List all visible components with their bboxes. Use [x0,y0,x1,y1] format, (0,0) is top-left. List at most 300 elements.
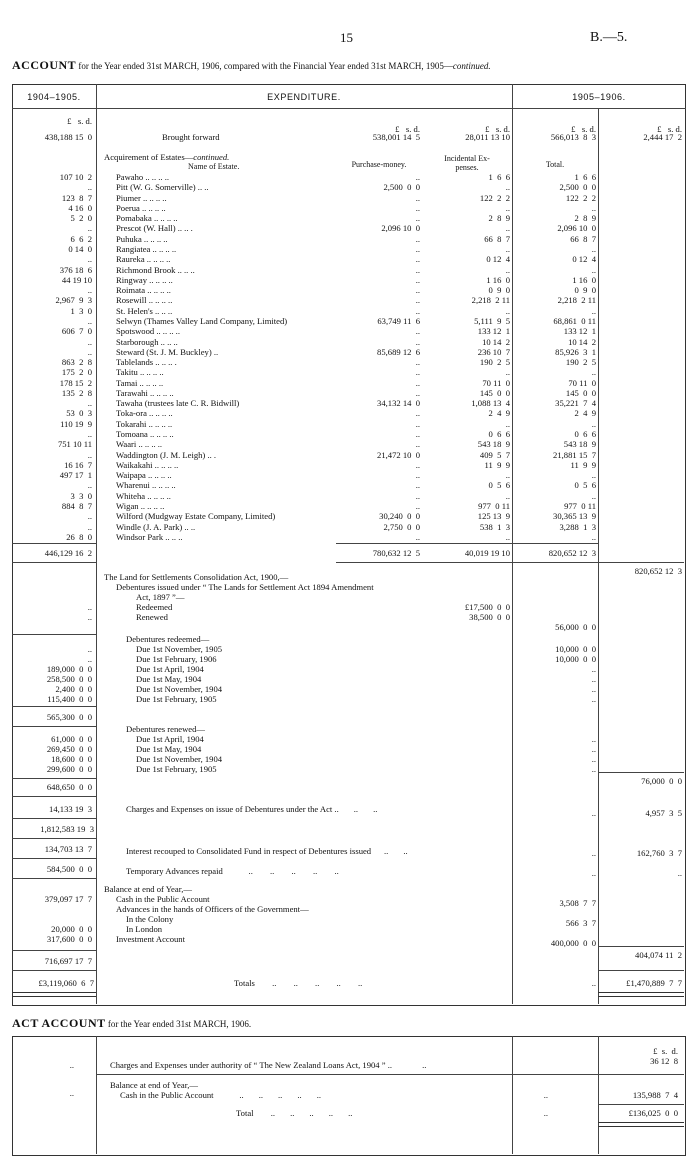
act-account-bold: ACT ACCOUNT [12,1016,106,1030]
estate-inc: 70 11 0 [482,377,510,388]
subtotal-inc: 40,019 19 10 [464,548,510,558]
renewed-rule-top [12,778,96,779]
estate-tot: .. [591,490,596,501]
estate-tot: 1 16 0 [572,274,596,285]
estate-inc: .. [505,264,510,275]
estate-name: Selwyn (Thames Valley Land Company, Limited) [116,315,288,326]
estate-prev: .. [87,182,92,193]
estate-inc: 122 2 2 [479,192,510,203]
estate-name: Windsor Park .. .. .. [116,531,183,542]
estate-pm: .. [415,172,420,182]
estate-name: Waari .. .. .. .. [116,439,163,450]
balance-total-prev: 716,697 17 7 [44,956,92,966]
bf-pm: 538,001 14 5 [372,132,420,142]
redeemed-amt: £17,500 0 0 [464,602,510,612]
subtotal-far-rule [598,562,684,563]
balance-london-label: In London [126,924,163,934]
act-charges-label-text: Charges and Expenses under authority of “ The New Zealand Loans Act, 1904 ” [110,1060,386,1070]
estate-tot: 0 5 6 [574,480,596,491]
subtotal-far: 820,652 12 3 [634,566,682,576]
charges-far: 4,957 3 5 [645,808,682,818]
act-cash-amt: 135,988 7 4 [632,1090,678,1100]
bf-inc: 28,011 13 10 [465,132,510,142]
acq-title-text: Acquirement of Estates— [104,152,194,162]
totals-double-rule-prev [12,992,96,997]
estate-pm: .. [415,264,420,275]
estate-pm: .. [415,501,420,511]
page-code: B.—5. [590,30,628,45]
renewed-far-rule [598,772,684,773]
estate-inc: .. [505,367,510,378]
bf-prev: 438,188 15 0 [44,132,92,142]
estate-name: Pitt (W. G. Somerville) .. .. [116,182,209,193]
estate-prev: 26 8 0 [66,531,92,542]
act-total-label-text: Total [236,1108,254,1118]
estate-pm: .. [415,367,420,378]
estate-name: Spotswood .. .. .. .. [116,326,180,337]
act-col-divider-prev [96,1036,97,1154]
estate-pm: 21,472 10 0 [377,449,420,460]
estate-tot: 145 0 0 [565,387,596,398]
estate-tot: 68,861 0 11 [553,315,596,326]
page-number: 15 [340,30,353,45]
estate-pm: .. [415,213,420,224]
estate-name: Richmond Brook .. .. .. [116,264,195,275]
estate-name: Tablelands .. .. .. . [116,357,177,367]
estate-name: Roimata .. .. .. .. [116,285,171,296]
estate-pm: .. [415,418,420,429]
interest-label: Interest recouped to Consolidated Fund in respect of Debentures issued .. .. [126,846,408,856]
running-total-prev: 1,812,583 19 3 [40,824,94,834]
estate-pm: .. [415,192,420,203]
estate-inc: 145 0 0 [479,387,510,398]
deb-row-prev: 61,000 0 0 [51,734,92,744]
estate-tot: 2 8 9 [574,213,596,224]
interest-label-text: Interest recouped to Consolidated Fund in respect of Debentures issued [126,846,372,856]
estate-tot: 85,926 3 1 [555,346,596,357]
balance-cash-label: Cash in the Public Account [116,894,210,904]
act-charges-label: Charges and Expenses under authority of “ The New Zealand Loans Act, 1904 ” .. .. [110,1060,427,1070]
balance-rule-prev-bottom [12,970,96,971]
estate-inc: 409 5 7 [479,449,510,460]
estate-pm: .. [415,326,420,337]
balance-colony-label: In the Colony [126,914,174,924]
estate-prev: 3 3 0 [70,490,92,501]
acq-inc-hdr1: Incidental Ex- [444,154,490,163]
estate-tot: 0 9 0 [574,285,596,296]
advances-far: .. [677,868,682,878]
header-divider [12,108,686,109]
charges-label-text: Charges and Expenses on issue of Debentures under the Act [126,804,333,814]
act-account-table [12,1036,686,1156]
estate-prev: 497 17 1 [59,470,92,481]
account-title-bold: ACCOUNT [12,58,77,72]
subtotal-tot: 820,652 12 3 [548,548,596,558]
issued-total: 56,000 0 0 [555,622,596,632]
estate-prev: 123 8 7 [61,192,92,203]
unit-inc: £ s. d. [485,124,510,134]
act-charges-prev: .. [69,1060,74,1070]
act-cash-label: Cash in the Public Account .. .. .. .. .. [120,1090,321,1100]
estate-name: Starborough .. .. .. [116,336,178,347]
estate-inc: .. [505,305,510,316]
estate-tot: 70 11 0 [568,377,596,388]
running-rule [12,838,96,839]
estate-tot: 11 9 9 [570,459,596,470]
estate-inc: .. [505,531,510,542]
redeemed-total-prev: 565,300 0 0 [46,712,92,722]
header-prev: 1904–1905. [27,92,81,102]
totals-label: Totals .. .. .. .. .. [234,978,363,988]
acq-pm-hdr: Purchase-money. [351,160,407,169]
acq-tot-hdr: Total. [545,160,565,169]
deb-issued-2: Act, 1897 ”— [136,592,185,602]
estate-pm: .. [415,357,420,367]
act-col-divider-far [598,1036,599,1154]
estate-pm: 85,689 12 6 [377,346,420,357]
estate-inc: 0 5 6 [488,480,510,491]
act-account-title [12,1016,251,1031]
estate-pm: 2,750 0 0 [383,521,420,532]
bf-label: Brought forward [162,132,220,142]
charges-tot: .. [591,808,596,818]
act-cash-prev: .. [69,1088,74,1098]
unit-prev: £ s. d. [67,116,92,126]
act-account-text: for the Year ended 31st MARCH, 1906. [107,1019,252,1029]
estate-pm: 63,749 11 6 [377,315,420,326]
account-title-text: for the Year ended 31st MARCH, 1906, compared with the Financial Year ended 31st MARCH, 1905— [78,61,453,71]
subtotal-rule-bottom-prev [12,562,96,563]
estate-tot: 133 12 1 [563,326,596,337]
interest-prev: 134,703 13 7 [44,844,92,854]
estate-pm: .. [415,531,420,542]
estate-prev: 107 10 2 [59,172,92,182]
estate-prev: .. [87,223,92,234]
charges-label: Charges and Expenses on issue of Debentures under the Act .. .. .. [126,804,378,814]
estate-pm: .. [415,490,420,501]
estate-tot: .. [591,531,596,542]
charges-rule [12,818,96,819]
deb-row-tot: .. [591,674,596,684]
deb-row-prev: 18,600 0 0 [51,754,92,764]
estate-pm: .. [415,429,420,439]
estate-tot: .. [591,264,596,275]
estate-name: Wharenui .. .. .. .. [116,480,176,491]
estate-prev: .. [87,480,92,491]
deb-row-label: Due 1st November, 1904 [136,754,223,764]
deb-row-tot: .. [591,754,596,764]
estate-prev: .. [87,336,92,347]
deb-row-tot: 10,000 0 0 [555,654,596,664]
estate-tot: .. [591,202,596,213]
estate-prev: 606 7 0 [61,326,92,337]
act-total-double-rule [598,1122,684,1127]
deb-row-tot: .. [591,764,596,774]
estate-pm: .. [415,202,420,213]
estate-inc: 11 9 9 [484,459,510,470]
account-title-suffix: continued. [452,61,491,71]
advances-tot: .. [591,868,596,878]
issued-prev-1: .. [87,602,92,612]
estate-prev: 863 2 8 [61,357,92,367]
estate-prev: 175 2 0 [61,367,92,378]
estate-name: Tamai .. .. .. .. [116,377,164,388]
estate-pm: .. [415,254,420,265]
estate-tot: 2,096 10 0 [557,223,596,234]
estate-pm: .. [415,285,420,296]
estate-tot: 3,288 1 3 [559,521,596,532]
estate-prev: 110 19 9 [60,418,92,429]
act-divider-2 [598,1104,684,1105]
deb-row-tot: .. [591,694,596,704]
estate-tot: 543 18 9 [563,439,596,450]
estate-pm: .. [415,295,420,306]
totals-far: £1,470,889 7 7 [626,978,682,988]
interest-far: 162,760 3 7 [636,848,682,858]
balance-title: Balance at end of Year,— [104,884,192,894]
acq-inc-hdr2: penses. [455,163,479,172]
estate-inc: 66 8 7 [484,233,510,244]
estate-name: Wigan .. .. .. .. [116,501,165,511]
deb-issued-1: Debentures issued under “ The Lands for Settlement Act 1894 Amendment [116,582,374,592]
renewed-label: Renewed [136,612,168,622]
estate-name: Puhuka .. .. .. .. [116,233,168,244]
estate-prev: .. [87,315,92,326]
deb-row-tot: .. [591,664,596,674]
deb-row-prev: .. [87,654,92,664]
estate-pm: .. [415,387,420,398]
estate-pm: .. [415,377,420,388]
balance-rule-far [598,946,684,947]
col-divider-prev [96,84,97,1004]
balance-adv-label: Advances in the hands of Officers of the Government— [116,904,309,914]
bf-far: 2,444 17 2 [643,132,682,142]
estate-prev: 44 19 10 [61,274,92,285]
balance-inv-prev: 317,600 0 0 [46,934,92,944]
estate-pm: 2,096 10 0 [381,223,420,234]
estate-inc: 2,218 2 11 [471,295,510,306]
estate-name: Pawaho .. .. .. .. [116,172,169,182]
consolidation-title: The Land for Settlements Consolidation Act, 1900,— [104,572,289,582]
estate-name: Windle (J. A. Park) .. .. [116,521,196,532]
act-cash-label-text: Cash in the Public Account [120,1090,214,1100]
deb-row-prev: 2,400 0 0 [55,684,92,694]
totals-double-rule-far [598,992,684,997]
estate-prev: .. [87,521,92,532]
deb-row-prev: .. [87,644,92,654]
estate-inc: 10 14 2 [482,336,510,347]
totals-prev: £3,119,060 6 7 [38,978,94,988]
balance-rule-prev [12,950,96,951]
estate-prev: .. [87,449,92,460]
estate-prev: 376 18 6 [59,264,92,275]
advances-label: Temporary Advances repaid .. .. .. .. .. [126,866,339,876]
issued-prev-2: .. [87,612,92,622]
estate-name: Pomabaka .. .. .. .. [116,213,178,224]
estate-name: Wilford (Mudgway Estate Company, Limited) [116,511,276,522]
estate-name: Steward (St. J. M. Buckley) .. [116,346,219,357]
renewed-amt: 38,500 0 0 [469,612,510,622]
act-balance-title: Balance at end of Year,— [110,1080,198,1090]
estate-inc: 5,111 9 5 [474,315,510,326]
estate-pm: .. [415,408,420,419]
estate-tot: 30,365 13 9 [553,511,596,522]
renewed-rule-bottom [12,796,96,797]
bf-tot: 566,013 8 3 [550,132,596,142]
deb-row-label: Due 1st November, 1904 [136,684,223,694]
advances-rule [12,878,96,879]
estate-prev: 1 3 0 [70,305,92,316]
estate-name: Whiteha .. .. .. .. [116,490,171,501]
estate-pm: .. [415,459,420,470]
estate-name: Prescot (W. Hall) .. .. . [116,223,193,234]
subtotal-rule-mid [336,543,598,544]
estate-prev: .. [87,398,92,409]
estate-inc: .. [505,244,510,254]
advances-label-text: Temporary Advances repaid [126,866,223,876]
estate-prev: 0 14 0 [68,244,92,254]
estate-pm: .. [415,470,420,481]
estate-inc: 538 1 3 [479,521,510,532]
estate-name: Raureka .. .. .. .. [116,254,171,265]
estate-prev: .. [87,285,92,296]
estate-inc: .. [505,490,510,501]
interest-tot: .. [591,848,596,858]
estate-prev: 4 16 0 [68,202,92,213]
estate-inc: 977 0 11 [478,501,510,511]
estate-inc: 133 12 1 [477,326,510,337]
acq-title-cont: continued. [193,152,230,162]
act-total-curr: .. [543,1108,548,1118]
estate-inc: 236 10 7 [477,346,510,357]
estate-tot: 2,500 0 0 [559,182,596,193]
deb-row-prev: 269,450 0 0 [46,744,92,754]
account-title [12,58,491,73]
deb-row-label: Due 1st May, 1904 [136,674,202,684]
estate-pm: .. [415,305,420,316]
estate-inc: 0 12 4 [486,254,510,265]
totals-label-text: Totals [234,978,255,988]
estate-prev: .. [87,254,92,265]
deb-row-prev: 189,000 0 0 [46,664,92,674]
subtotal-pm: 780,632 12 5 [372,548,420,558]
issued-rule-prev [12,634,96,635]
act-total-amt: £136,025 0 0 [628,1108,678,1118]
estate-pm: 30,240 0 0 [379,511,420,522]
deb-row-prev: 258,500 0 0 [46,674,92,684]
balance-inv-label: Investment Account [116,934,185,944]
redeemed-rule-bottom [12,726,96,727]
redeemed-rule-top [12,706,96,707]
act-divider-1 [96,1074,684,1075]
redeemed-label: Redeemed [136,602,173,612]
estate-inc: .. [505,223,510,234]
act-cash-curr: .. [543,1090,548,1100]
act-total-label: Total .. .. .. .. .. [236,1108,353,1118]
estate-inc: 2 4 9 [488,408,510,419]
estate-tot: 21,881 15 7 [553,449,596,460]
estate-name: Takitu .. .. .. .. [116,367,164,378]
balance-colony-tot: 566 3 7 [565,918,596,928]
deb-row-label: Due 1st November, 1905 [136,644,223,654]
estate-inc: 1 16 0 [486,274,510,285]
subtotal-rule-prev [12,543,96,544]
estate-pm: 2,500 0 0 [383,182,420,193]
estate-inc: .. [505,202,510,213]
estate-tot: .. [591,244,596,254]
unit-pm: £ s. d. [395,124,420,134]
deb-row-prev: 115,400 0 0 [47,694,92,704]
balance-cash-prev: 379,097 17 7 [44,894,92,904]
estate-inc: .. [505,470,510,481]
estate-name: Waikakahi .. .. .. .. [116,459,179,470]
estate-tot: 122 2 2 [565,192,596,203]
deb-row-label: Due 1st February, 1905 [136,764,217,774]
estate-tot: .. [591,367,596,378]
col-divider-far [598,108,599,1004]
estate-prev: 135 2 8 [61,387,92,398]
estate-pm: .. [415,336,420,347]
subtotal-prev: 446,129 16 2 [44,548,92,558]
unit-tot: £ s. d. [571,124,596,134]
deb-row-prev: 299,600 0 0 [46,764,92,774]
deb-redeemed-title: Debentures redeemed— [126,634,210,644]
estate-prev: .. [87,346,92,357]
renewed-total-prev: 648,650 0 0 [46,782,92,792]
estate-name: Waddington (J. M. Leigh) .. . [116,449,217,460]
estate-tot: .. [591,418,596,429]
estate-name: St. Helen's .. .. .. [116,305,173,316]
estate-pm: .. [415,244,420,254]
estate-prev: 2,967 9 3 [55,295,92,306]
estate-prev: .. [87,429,92,439]
deb-row-tot: .. [591,684,596,694]
estate-prev: 884 8 7 [61,501,92,511]
estate-name: Ringway .. .. .. .. [116,274,173,285]
deb-row-label: Due 1st February, 1906 [136,654,217,664]
estate-inc: 0 9 0 [488,285,510,296]
estate-tot: 977 0 11 [564,501,596,511]
estate-tot: 2 4 9 [574,408,596,419]
estate-inc: 1,088 13 4 [471,398,510,409]
estate-name: Piumer .. .. .. .. [116,192,167,203]
header-main: EXPENDITURE. [267,92,341,102]
advances-prev: 584,500 0 0 [46,864,92,874]
deb-row-tot: .. [591,744,596,754]
estate-prev: 16 16 7 [64,459,92,470]
act-unit: £ s. d. [653,1046,678,1056]
estate-name: Rosewill .. .. .. .. [116,295,173,306]
balance-total-far: 404,074 11 2 [635,950,682,960]
deb-row-tot: 10,000 0 0 [555,644,596,654]
subtotal-rule-bottom-mid [336,562,598,563]
estate-pm: .. [415,274,420,285]
estate-tot: 190 2 5 [565,357,596,367]
charges-prev: 14,133 19 3 [49,804,92,814]
estate-prev: 751 10 11 [57,439,92,450]
renewed-total-far: 76,000 0 0 [641,776,682,786]
deb-row-label: Due 1st April, 1904 [136,734,204,744]
estate-inc: 190 2 5 [479,357,510,367]
totals-tot: .. [591,978,596,988]
estate-name: Tawaha (trustees late C. R. Bidwill) [116,398,240,409]
estate-pm: 34,132 14 0 [377,398,420,409]
estate-inc: .. [505,182,510,193]
estate-tot: 2,218 2 11 [557,295,596,306]
deb-row-tot: .. [591,734,596,744]
estate-inc: .. [505,418,510,429]
estate-tot: .. [591,470,596,481]
